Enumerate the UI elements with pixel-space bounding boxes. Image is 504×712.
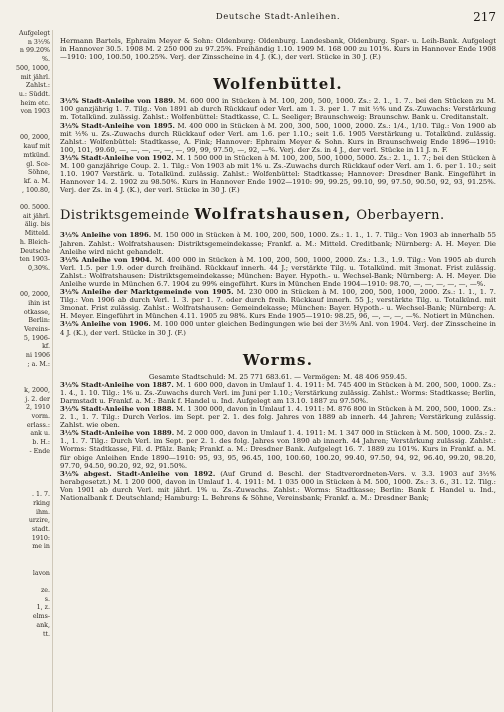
debt-summary: Gesamte Stadtschuld: M. 25 771 683.61. — Vermögen: M. 48 406 959.45. — [148, 372, 408, 381]
bond-heading: 3½% Stadt-Anleihe von 1889. — [60, 429, 175, 438]
margin-line — [0, 465, 52, 474]
margin-line: j. 2. der — [25, 395, 50, 403]
margin-line: rking — [33, 499, 50, 507]
bond-text: M. 400 000 in Stücken à M. 100, 200, 500, 1000, 2000. Zs.: 1.3., 1.9. Tilg.: Von 1905 ab durch Verl. 1.5. per 1.9. oder durch freihänd. Rückkauf innerh. 44 J.; verstärkte Tilg. u. Totalkünd. mit 3monat. Frist zulässig. Zahlst.: Wolfratshausen: Distriktsgemeindekasse; München: Bayer. Hypoth.- u. Wechsel-Bank; Nürnberg: A. H. Meyer. Die Anleihe wurde in München 6.7. 1904 zu 99% eingeführt. Kurs in München Ende 1904—1910: 98.70, —, —, —, —, —, —%. — [60, 255, 496, 288]
margin-line: 00, 2000, — [19, 291, 50, 299]
bond-entry — [60, 320, 496, 336]
margin-line — [0, 274, 52, 283]
margin-line: %. — [42, 56, 50, 64]
margin-line — [0, 456, 52, 465]
margin-line: Berlin: — [28, 317, 50, 325]
bond-text: M. 2 000 000, davon in Umlauf 1. 4. 1911: M. 1 347 000 in Stücken à M. 500, 1000. Zs.: 2. 1., 1. 7. Tilg.: Durch Verl. im Sept. per 2. 1. des folg. Jahres von 1890 ab innerh. 44 Jahren; Verstärkung zulässig. Zahlst.: Worms: Stadtkasse, Fil. d. Pfälz. Bank; Frankf. a. M.: Dresdner Bank. Aufgelegt 16. 7. 1889 zu 101%. Kurs in Frankf. a. M. für obige Anleihen Ende 1890—1910: 95, 93, 95, 96.45, 100, 100.60, 100.20, 99.40, 97.50, 94, 92, 96.40, 99.20, 98.20, 97.70, 94.50, 90.20, 92, 92, 91.50%. — [60, 429, 496, 470]
bond-entry — [60, 405, 496, 429]
bond-heading: 3½% Stadt-Anleihe von 1902. — [60, 153, 174, 162]
margin-line: ; a. M.: — [27, 360, 50, 368]
margin-line: lavon — [32, 569, 50, 577]
bond-heading: 3½% Stadt-Anleihe von 1888. — [60, 405, 174, 413]
margin-line: 00. 5000. — [19, 204, 50, 212]
margin-line: 1910: — [31, 534, 50, 542]
margin-line: ank u. — [30, 430, 50, 438]
bond-text: M. 150 000 in Stücken à M. 100, 200, 500, 1000. Zs.: 1. 1., 1. 7. Tilg.: Von 1903 ab innerhalb 55 Jahren. Zahlst.: Wolfratshausen: Distriktsgemeindekasse; Frankf. a. M.: Mitteld. Creditbank; Nürnberg: A. H. Meyer. Die Anleihe wird nicht gehandelt. — [60, 231, 496, 256]
margin-line: mtkünd. — [23, 151, 50, 159]
bond-heading: 3½% Anleihe von 1904. — [60, 255, 153, 264]
margin-line: älig. bis — [24, 221, 50, 229]
margin-line: - Ende — [29, 447, 50, 455]
margin-line: elms- — [32, 613, 50, 621]
bond-entry — [60, 288, 496, 320]
bond-entry — [60, 154, 496, 194]
bond-entry — [60, 122, 496, 154]
margin-line: 500, 1000, — [15, 64, 50, 72]
bond-text: (Auf Grund d. Beschl. der Stadtverordneten-Vers. v. 3.3. 1903 auf 3½% herabgesetzt.) M. 1 200 000, davon in Umlauf 1. 4. 1911: M. 1 035 000 in Stücken à M. 500, 1000. Zs.: 3. 6., 31. 12. Tilg.: Von 1901 ab durch Verl. mit jährl. 1% u. Zs.-Zuwachs. Zahlst.: Worms: Stadtkasse; Berlin: Bank f. Handel u. Ind., Nationalbank f. Deutschland; Hamburg: L. Behrens & Söhne, Vereinsbank; Frankf. a. M.: Dresdner Bank; — [60, 469, 496, 503]
margin-line: Mitteld. — [24, 230, 50, 238]
margin-line: ni 1906 — [25, 352, 50, 360]
margin-line — [0, 117, 52, 126]
margin-line: erlass.: — [26, 421, 50, 429]
bond-text: M. 600 000 in Stücken à M. 100, 200, 500, 1000. Zs.: 2. 1., 1. 7.. bei den Stücken zu M. 100 ganzjährig 1. 7. Tilg.: Von 1891 ab durch Rückkauf oder Verl. am 1. 3. per 1. 7 mit ½% und Zs.-Zuwachs: Verstärkung m. Totalkünd. zulässig. Zahlst.: Wolfenbüttel: Stadtkasse, C. L. Seeliger; Braunschweig: Braunschw. Bank u. Creditanstalt. — [60, 97, 496, 122]
margin-line — [0, 474, 52, 483]
margin-line: kf. a. M. — [23, 177, 50, 185]
margin-line: ank, — [36, 621, 50, 629]
margin-line: 0,30%. — [27, 264, 50, 272]
margin-line — [0, 195, 52, 204]
margin-line: urzire, — [28, 517, 50, 525]
page-header — [60, 12, 496, 30]
bond-heading: 3½% Stadt-Anleihe von 1889. — [60, 97, 176, 106]
margin-line: kf. — [42, 343, 50, 351]
margin-line: u.: Süddt. — [18, 90, 50, 98]
bond-heading: 3½% Anleihe der Marktgemeinde von 1905. — [60, 288, 234, 297]
margin-line — [0, 552, 52, 561]
margin-line: k, 2000, — [24, 386, 50, 394]
main-column — [60, 37, 496, 502]
margin-line: kauf mit — [23, 143, 50, 151]
bond-text: M. 100 000 unter gleichen Bedingungen wie bei der 3½% Anl. von 1904. Verj. der Zinsscheine in 4 J. (K.), der verl. Stücke in 30 J. (F.) — [60, 320, 496, 337]
margin-line: otkasse, — [23, 308, 50, 316]
page-number: 217 — [473, 10, 496, 24]
margin-line — [0, 126, 52, 135]
margin-line: h. Bleich- — [19, 238, 50, 246]
margin-line: s. — [44, 595, 50, 603]
bond-text: M. 1 500 000 in Stücken à M. 100, 200, 500, 1000, 5000. Zs.: 2. 1., 1. 7.; bei den Stücken à M. 100 ganzjährige Coup. 2. 1. Tilg.: Von 1903 ab mit 1% u. Zs.-Zuwachs durch Rückkauf oder Verl. am 1. 6. per 1. 10.; seit 1.10. 1907 Verstärk. u. Totalkünd. zulässig. Zahlst.: Wolfenbüttel: Stadtkasse; Hannover: Dresdner Bank. Eingeführt in Hannover 14. 2. 1902 zu 98.50%. Kurs in Hannover Ende 1902—1910: 99, 99.25, 99.10, 99, 97.50, 90.50, 92, 93, 91.25%. Verj. der Zs. in 4 J. (K.), der verl. Stücke in 30 J. (F.) — [60, 153, 496, 195]
margin-line: me in — [32, 543, 50, 551]
margin-line: Aufgelegt — [19, 30, 50, 37]
section-title-wolfenbuettel: Wolfenbüttel. — [213, 75, 343, 94]
bond-heading: 3½% Anleihe von 1896. — [60, 231, 152, 240]
margin-line — [0, 369, 52, 378]
bond-entry — [60, 231, 496, 255]
bond-entry — [60, 381, 496, 405]
bond-text: M. 230 000 in Stücken à M. 100, 200, 500, 1000, 2000. Zs.: 1. 1., 1. 7. Tilg.: Von 1906 ab durch Verl. 1. 3. per 1. 7. oder durch freih. Rückkauf innerh. 55 J.; verstärkte Tilg. u. Totalkünd. mit 3monat. Frist zulässig. Zahlst.: Wolfratshausen: Gemeindekasse; München: Bayer. Hypoth.- u. Wechsel-Bank; Nürnberg: A. H. Meyer. Eingeführt in München 4.11. 1905 zu 98%. Kurs Ende 1905—1910: 98.25, 96, —, —, —, —%. Notiert in München. — [60, 288, 496, 321]
margin-line: Vereins- — [24, 325, 50, 333]
margin-line: Deutsche — [20, 247, 50, 255]
margin-line: 1, z. — [36, 604, 50, 612]
margin-line: mit jährl. — [20, 73, 50, 81]
margin-line: , 100.80, — [21, 186, 50, 194]
margin-line: 00, 2000, — [19, 134, 50, 142]
margin-line: ze. — [40, 587, 50, 594]
margin-line: ihm. — [35, 508, 50, 516]
margin-line — [0, 561, 52, 570]
section-title-worms: Worms. — [242, 350, 314, 369]
margin-line — [0, 282, 52, 291]
section-title-place: Wolfratshausen, — [194, 205, 352, 224]
margin-line: n 3½% — [27, 38, 50, 46]
running-title: Deutsche Stadt-Anleihen. — [215, 12, 341, 22]
bond-entry — [60, 429, 496, 469]
margin-line: tt. — [42, 630, 50, 638]
margin-line — [0, 483, 52, 492]
bond-text: M. 400 000 in Stücken à M. 200, 300, 500, 1000, 2000. Zs.: 1/4., 1/10. Tilg.: Von 1900 ab mit ½% u. Zs.-Zuwachs durch Rückkauf oder Verl. am 1.6. per 1.10.; seit 1.6. 1905 Verstärkung u. Totalkünd. zulässig. Zahlst.: Wolfenbüttel: Stadtkasse, A. Fink; Hannover: Ephraim Meyer & Sohn. Kurs in Braunschweig Ende 1896—1910: 100, 101, 99.60, —, —, —, —, —, —, 99, 99, 97.50, —, 92, —%. Verj. der Zs. in 4 J., der verl. Stücke in 11 J. n. F. — [60, 121, 496, 154]
margin-line: . 1. 7. — [31, 491, 50, 499]
margin-line: ait jährl. — [22, 212, 50, 220]
bond-text: M. 1 300 000, davon in Umlauf 1. 4. 1911: M. 876 800 in Stücken à M. 200, 500, 1000. Zs.: 2. 1., 1. 7. Tilg.: Durch Verlos. im Sept. per 2. 1. des folg. Jahres von 1889 ab innerh. 44 Jahren; Verstärkung zulässig. Zahlst. wie oben. — [60, 405, 496, 430]
bond-entry — [60, 470, 496, 502]
margin-line: b. H.: — [32, 439, 50, 447]
bond-entry — [60, 256, 496, 288]
margin-line: 5, 1906- — [23, 334, 50, 342]
margin-line: 2, 1910 — [25, 404, 50, 412]
bond-heading: 3½% Anleihe von 1906. — [60, 320, 151, 329]
margin-line: von 1903 — [20, 108, 50, 116]
margin-line: n 99.20% — [19, 47, 50, 55]
bond-text: M. 1 600 000, davon in Umlauf 1. 4. 1911: M. 745 400 in Stücken à M. 200, 500, 1000. Zs.: 1. 4., 1. 10. Tilg.: 1% u. Zs.-Zuwachs durch Verl. im Juni per 1.10.; Verstärkung zulässig. Zahlst.: Worms: Stadtkasse; Berlin, Darmstadt u. Frankf. a. M.: Bank f. Handel u. Ind. Aufgelegt am 13.10. 1887 zu 97.50%. — [60, 380, 496, 405]
margin-line: ten 1903- — [19, 256, 50, 264]
margin-line: gl. Sce- — [26, 160, 50, 168]
margin-line — [0, 578, 52, 587]
bond-entry — [60, 97, 496, 121]
previous-page-margin — [0, 30, 53, 712]
margin-line: heim etc. — [20, 99, 50, 107]
margin-line: Söhne, — [28, 169, 50, 177]
section-title-prefix: Distriktsgemeinde — [60, 208, 190, 224]
margin-line: Zahlst.: — [25, 82, 50, 90]
margin-line: stadt. — [31, 526, 50, 534]
continued-entry: Hermann Bartels, Ephraim Meyer & Sohn: Oldenburg: Oldenburg. Landesbank, Oldenburg. Spar- u. Leih-Bank. Aufgelegt in Hannover 30.5. 1908 M. 2 250 000 zu 97.25%. Freihändig 1.10. 1909 M. 168 000 zu 101%. Kurs in Hannover Ende 1908—1910: 100, 100.50, 100.25%. Verj. der Zinsscheine in 4 J. (K.), der verl. Stücke in 30 J. (F.) — [60, 37, 496, 62]
bond-heading: 3½% Stadt-Anleihe von 1895. — [60, 121, 175, 130]
margin-line: vorm. — [31, 412, 50, 420]
margin-line — [0, 378, 52, 387]
margin-line: ihin ist — [28, 299, 50, 307]
section-title-wolfratshausen — [60, 206, 496, 224]
bond-heading: 3½% abgest. Stadt-Anleihe von 1892. — [60, 469, 216, 478]
section-title-region: Oberbayern. — [351, 208, 445, 224]
bond-heading: 3½% Stadt-Anleihe von 1887. — [60, 380, 174, 389]
